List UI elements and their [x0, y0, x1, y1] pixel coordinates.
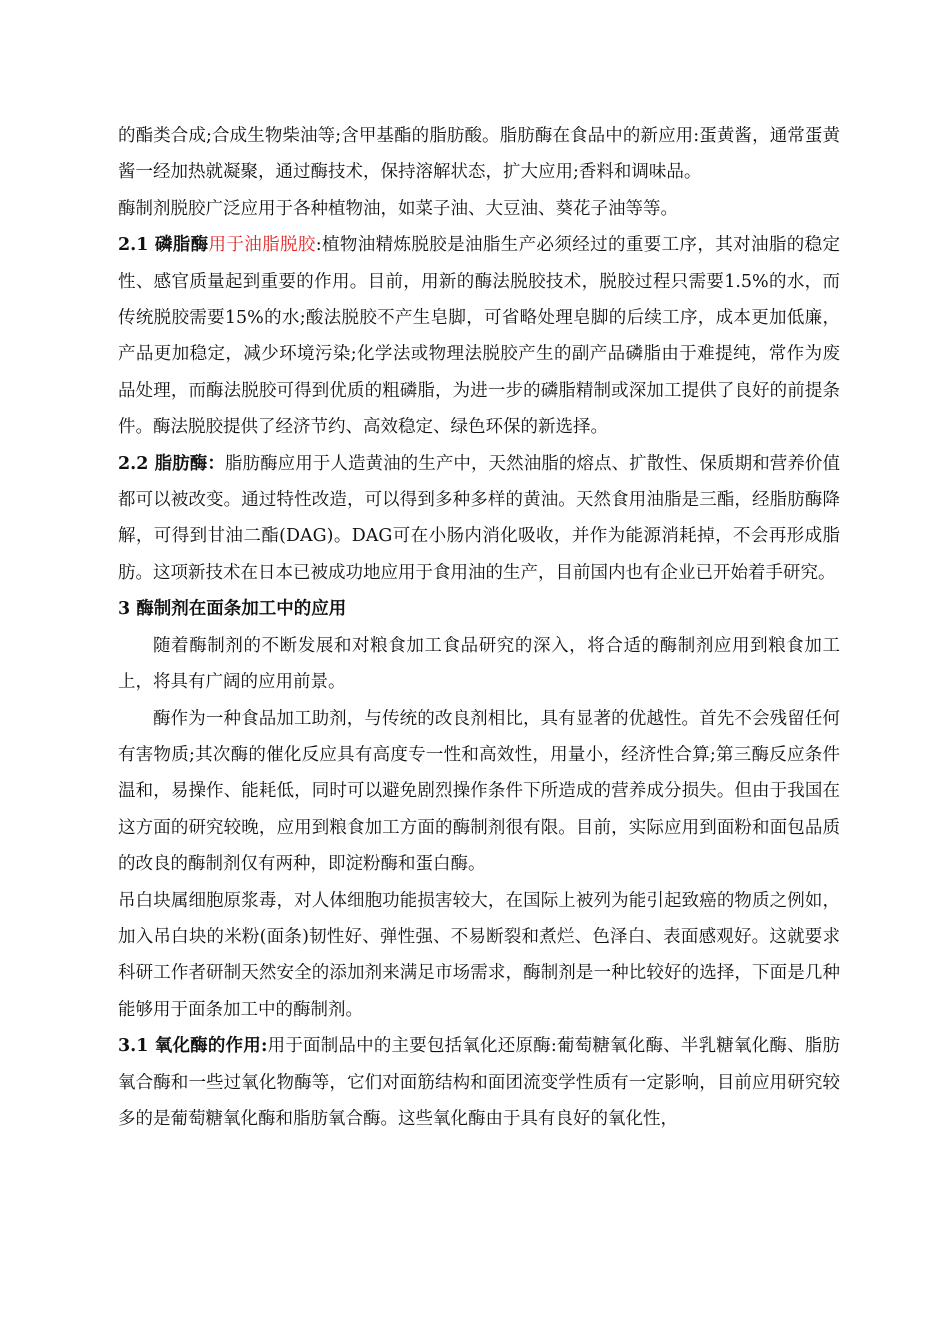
section-2-2-body: 脂肪酶应用于人造黄油的生产中，天然油脂的熔点、扩散性、保质期和营养价值都可以被改变。通过特性改造，可以得到多种多样的黄油。天然食用油脂是三酯，经脂肪酶降解，可得到甘油二酯(DAG)。DAG可在小肠内消化吸收，并作为能源消耗掉，不会再形成脂肪。这项新技术在日本已被成功地应用于食用油的生产，目前国内也有企业已开始着手研究。 — [118, 453, 840, 583]
section-3-1-heading: 3.1 氧化酶的作用: — [118, 1036, 268, 1057]
section-3-1 — [118, 1028, 840, 1137]
paragraph-intro: 的酯类合成;合成生物柴油等;含甲基酯的脂肪酸。脂肪酶在食品中的新应用:蛋黄酱，通常蛋黄酱一经加热就凝聚，通过酶技术，保持溶解状态，扩大应用;香料和调味品。 — [118, 126, 840, 183]
section-3-paragraph-3: 吊白块属细胞原浆毒，对人体细胞功能损害较大，在国际上被列为能引起致癌的物质之例如，加入吊白块的米粉(面条)韧性好、弹性强、不易断裂和煮烂、色泽白、表面感观好。这就要求科研工作者研制天然安全的添加剂来满足市场需求，酶制剂是一种比较好的选择，下面是几种能够用于面条加工中的酶制剂。 — [118, 890, 840, 1020]
document-page — [118, 118, 840, 1137]
paragraph-degumming: 酶制剂脱胶广泛应用于各种植物油，如菜子油、大豆油、葵花子油等等。 — [118, 198, 678, 219]
section-3-1-body: 用于面制品中的主要包括氧化还原酶:葡萄糖氧化酶、半乳糖氧化酶、脂肪氧合酶和一些过氧化物酶等，它们对面筋结构和面团流变学性质有一定影响，目前应用研究较多的是葡萄糖氧化酶和脂肪氧合酶。这些氧化酶由于具有良好的氧化性， — [118, 1036, 840, 1129]
section-2-1-heading: 2.1 磷脂酶 — [118, 235, 209, 256]
section-3-paragraph-1: 随着酶制剂的不断发展和对粮食加工食品研究的深入，将合适的酶制剂应用到粮食加工上，将具有广阔的应用前景。 — [118, 635, 840, 693]
section-2-2-heading: 2.2 脂肪酶： — [118, 453, 225, 474]
section-3-heading: 3 酶制剂在面条加工中的应用 — [118, 599, 347, 620]
section-3-paragraph-2: 酶作为一种食品加工助剂，与传统的改良剂相比，具有显著的优越性。首先不会残留任何有害物质;其次酶的催化反应具有高度专一性和高效性，用量小，经济性合算;第三酶反应条件温和，易操作、能耗低，同时可以避免剧烈操作条件下所造成的营养成分损失。但由于我国在这方面的研究较晚，应用到粮食加工方面的酶制剂很有限。目前，实际应用到面粉和面包品质的改良的酶制剂仅有两种，即淀粉酶和蛋白酶。 — [118, 708, 840, 875]
section-2-1-body: :植物油精炼脱胶是油脂生产必须经过的重要工序，其对油脂的稳定性、感官质量起到重要的作用。目前，用新的酶法脱胶技术，脱胶过程只需要1.5%的水，而传统脱胶需要15%的水;酸法脱胶不产生皂脚，可省略处理皂脚的后续工序，成本更加低廉，产品更加稳定，减少环境污染;化学法或物理法脱胶产生的副产品磷脂由于难提纯，常作为废品处理，而酶法脱胶可得到优质的粗磷脂，为进一步的磷脂精制或深加工提供了良好的前提条件。酶法脱胶提供了经济节约、高效稳定、绿色环保的新选择。 — [118, 235, 840, 438]
section-2-1-highlight: 用于油脂脱胶 — [208, 235, 316, 256]
section-2-2 — [118, 446, 840, 592]
section-2-1 — [118, 227, 840, 445]
